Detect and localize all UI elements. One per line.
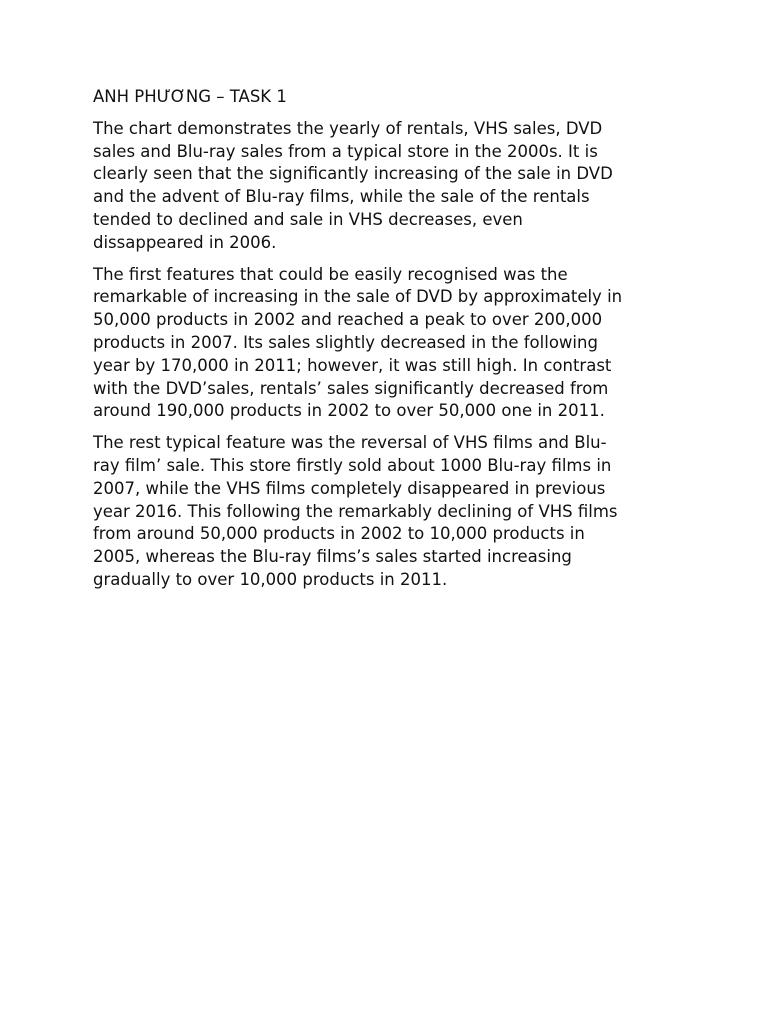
text-line: year 2016. This following the remarkably declining of VHS films (93, 501, 618, 521)
text-line: from around 50,000 products in 2002 to 10,000 products in (93, 524, 585, 544)
text-line: tended to declined and sale in VHS decreases, even (93, 209, 523, 229)
text-line: remarkable of increasing in the sale of DVD by approximately in (93, 287, 623, 307)
text-line: with the DVD’sales, rentals’ sales significantly decreased from (93, 378, 609, 398)
text-line: The first features that could be easily recognised was the (93, 264, 568, 284)
text-line: dissappeared in 2006. (93, 232, 277, 252)
text-line: products in 2007. Its sales slightly decreased in the following (93, 332, 598, 352)
text-line: ray film’ sale. This store firstly sold about 1000 Blu-ray films in (93, 455, 612, 475)
paragraph-dvd-rentals (93, 264, 683, 424)
text-line: and the advent of Blu-ray films, while the sale of the rentals (93, 187, 590, 207)
text-line: 50,000 products in 2002 and reached a peak to over 200,000 (93, 310, 603, 330)
document-body (93, 86, 683, 601)
text-line: sales and Blu-ray sales from a typical store in the 2000s. It is (93, 141, 598, 161)
paragraph-intro (93, 118, 683, 255)
text-line: year by 170,000 in 2011; however, it was still high. In contrast (93, 355, 612, 375)
text-line: The chart demonstrates the yearly of rentals, VHS sales, DVD (93, 118, 603, 138)
text-line: 2007, while the VHS films completely disappeared in previous (93, 478, 606, 498)
text-line: 2005, whereas the Blu-ray films’s sales started increasing (93, 547, 572, 567)
text-line: gradually to over 10,000 products in 2011. (93, 569, 448, 589)
text-line: The rest typical feature was the reversal of VHS films and Blu- (93, 433, 607, 453)
document-heading: ANH PHƯƠNG – TASK 1 (93, 87, 287, 106)
paragraph-vhs-bluray (93, 432, 683, 592)
text-line: clearly seen that the significantly increasing of the sale in DVD (93, 164, 613, 184)
text-line: around 190,000 products in 2002 to over 50,000 one in 2011. (93, 401, 605, 421)
